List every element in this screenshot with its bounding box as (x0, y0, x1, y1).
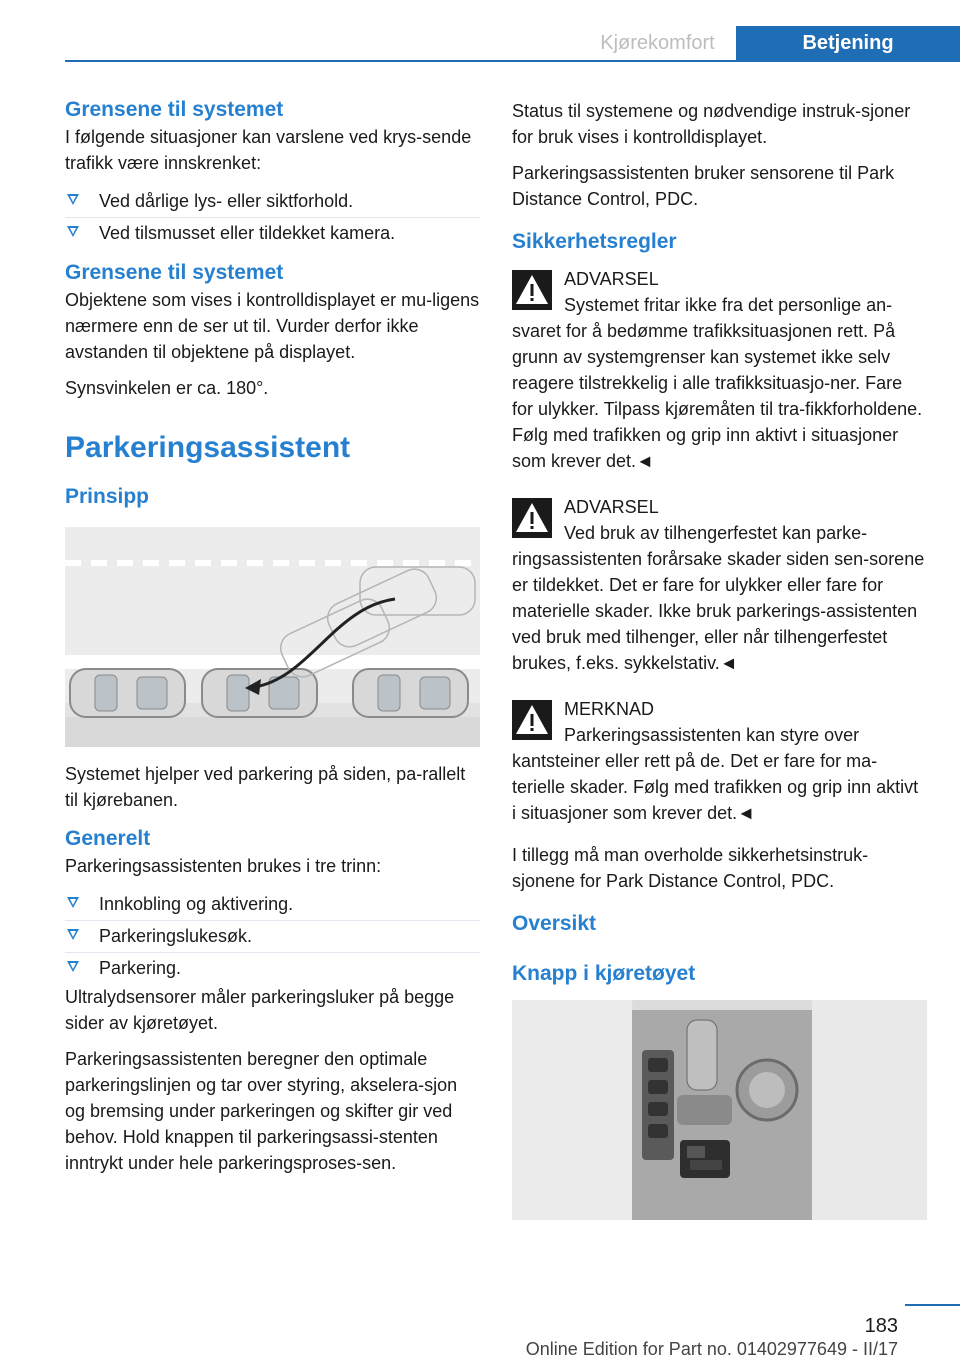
warning-icon (512, 270, 552, 310)
warning-icon (512, 498, 552, 538)
bullet-triangle-icon (67, 226, 79, 237)
list-item: Ved tilsmusset eller tildekket kamera. (65, 218, 480, 249)
paragraph: Parkeringsassistenten bruker sensorene til Park Distance Control, PDC. (512, 163, 895, 209)
subsection-title: Knapp i kjøretøyet (512, 962, 696, 985)
header-section-tab: Kjørekomfort (600, 32, 715, 54)
section-title: Grensene til systemet (65, 98, 284, 121)
notice-text: Parkeringsassistenten kan styre over kantsteiner eller rett på de. Det er fare for ma-terielle skader. Følg med trafikken og grip inn aktivt i situasjoner som krever det.◄ (512, 725, 919, 823)
warning-text: Ved bruk av tilhengerfestet kan parke- ringsassistenten forårsake skader siden sen-sorene er tildekket. Det er fare for ulykker eller fare for materielle skader. Ikke bruk parkerings-assistenten ved bruk med tilhenger, eller når tilhengerfestet brukes, f.eks. sykkelstativ.◄ (512, 523, 925, 673)
bullet-list (65, 889, 480, 984)
footer-rule (905, 1304, 960, 1306)
bullet-list (65, 186, 480, 249)
warning-block (512, 266, 927, 474)
bullet-triangle-icon (67, 961, 79, 972)
section-title: Oversikt (512, 912, 597, 935)
paragraph: Parkeringsassistenten beregner den optimale parkeringslinjen og tar over styring, akselera-sjon og bremsing under parkeringen og skifter gir ved behov. Hold knappen til parkeringsassi-stenten inntrykt under hele parkeringsproses-sen. (65, 1049, 458, 1173)
paragraph: Synsvinkelen er ca. 180°. (65, 378, 269, 398)
parking-diagram-image (65, 527, 480, 747)
notice-title: MERKNAD (564, 699, 655, 719)
paragraph: Ultralydsensorer måler parkeringsluker på begge sider av kjøretøyet. (65, 987, 455, 1033)
paragraph: Status til systemene og nødvendige instruk-sjoner for bruk vises i kontrolldisplayet. (512, 101, 911, 147)
notice-block (512, 696, 927, 826)
parking-illustration (65, 527, 480, 747)
section-title: Grensene til systemet (65, 261, 284, 284)
bullet-triangle-icon (67, 194, 79, 205)
list-item: Ved dårlige lys- eller siktforhold. (65, 186, 480, 218)
list-item: Parkeringslukesøk. (65, 921, 480, 953)
paragraph: I følgende situasjoner kan varslene ved krys-sende trafikk være innskrenket: (65, 127, 472, 173)
list-item: Innkobling og aktivering. (65, 889, 480, 921)
left-column (65, 98, 480, 1186)
header-rule (65, 60, 960, 62)
center-console-photo (512, 1000, 927, 1220)
subsection-title: Prinsipp (65, 485, 150, 508)
figure-caption: Systemet hjelper ved parkering på siden, pa-rallelt til kjørebanen. (65, 764, 466, 810)
chapter-title: Parkeringsassistent (65, 431, 351, 464)
footer-edition: Online Edition for Part no. 01402977649 - II/17 (525, 1339, 898, 1359)
header-active-tab: Betjening (736, 26, 960, 62)
page-number: 183 (864, 1315, 898, 1337)
bullet-triangle-icon (67, 897, 79, 908)
console-buttons-image (512, 1000, 927, 1220)
paragraph: Objektene som vises i kontrolldisplayet er mu-ligens nærmere enn de ser ut til. Vurder derfor ikke avstanden til objektene på displayet. (65, 290, 480, 362)
section-title: Generelt (65, 827, 151, 850)
warning-title: ADVARSEL (564, 269, 659, 289)
warning-title: ADVARSEL (564, 497, 659, 517)
right-column (512, 98, 927, 1220)
paragraph: I tillegg må man overholde sikkerhetsinstruk-sjonene for Park Distance Control, PDC. (512, 845, 869, 891)
paragraph: Parkeringsassistenten brukes i tre trinn: (65, 856, 382, 876)
warning-block (512, 494, 927, 676)
bullet-triangle-icon (67, 929, 79, 940)
warning-icon (512, 700, 552, 740)
warning-text: Systemet fritar ikke fra det personlige an- svaret for å bedømme trafikksituasjonen rett. På grunn av systemgrenser kan systemet ikke selv reagere tilstrekkelig i alle trafikksituasjo-ner. Fare for ulykker. Tilpass kjøremåten til tra-fikkforholdene. Følg med trafikken og grip inn aktivt i situasjoner som krever det.◄ (512, 295, 923, 471)
section-title: Sikkerhetsregler (512, 230, 677, 253)
list-item: Parkering. (65, 953, 480, 984)
